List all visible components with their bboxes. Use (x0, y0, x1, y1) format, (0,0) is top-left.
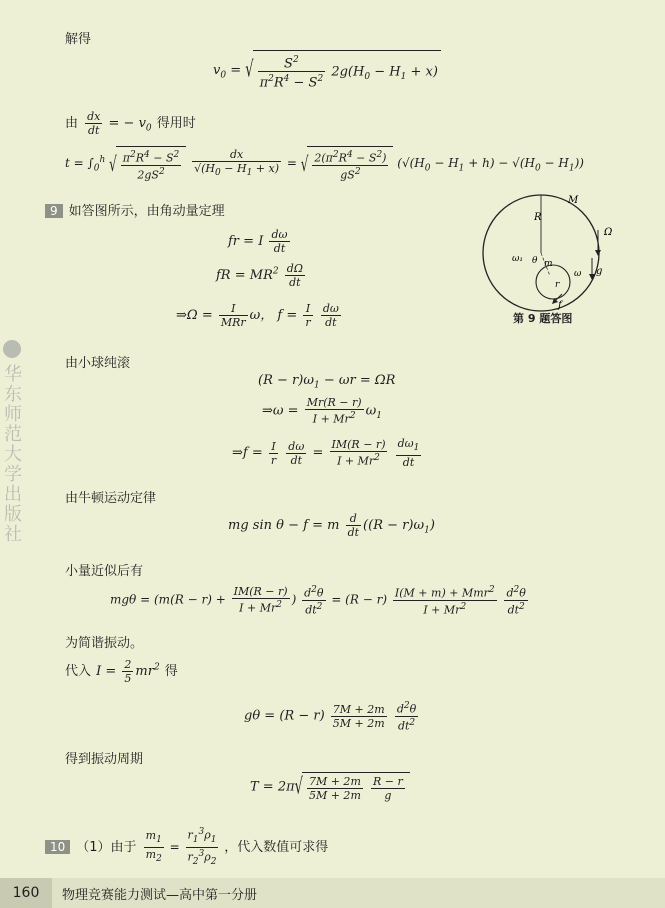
text-niudun: 由牛顿运动定律 (65, 491, 157, 506)
equation-omega: ⇒ω = $\frac{Mr(R - r)}{I + Mr^2}$ $\omega_1$ (262, 396, 382, 426)
text-jianxie: 为简谐振动。 (65, 636, 144, 651)
label-Omega: Ω (604, 227, 613, 238)
equation-time: $t = \int_0^h$ √ $\frac{\pi^2R^4 - S^2}{2gS^2}$ $\frac{dx}{√(H_0 - H_1 + x)}$ = √ $\frac{2(\pi^2R^4 - S^2)}{gS^2}$ $(√(H_0 - H_1 + h) - √(H_0 - H_1))$ (65, 147, 584, 182)
line-dxdt: 由 $\frac{dx}{dt}$ = − $v_0$ 得用时 (65, 110, 196, 137)
equation-newton: mg sin θ − f = m $\frac{d}{dt}$ $((R - r)\omega_1)$ (228, 512, 435, 539)
label-theta: θ (532, 256, 538, 266)
equation-period: T = 2π√ $\frac{7M + 2m}{5M + 2m}$ $\frac{R - r}{g}$ (250, 772, 410, 802)
label-R: R (534, 212, 542, 223)
q10-heading: 10 （1）由于 $\frac{m_1}{m_2}$ = $\frac{r_1^3\rho_1}{r_2^3\rho_2}$ ，代入数值可求得 (45, 826, 328, 869)
publisher-name: 华东师范大学出版社 (4, 364, 22, 545)
label-m: m (544, 259, 553, 269)
figure-caption: 第 9 题答图 (513, 312, 573, 325)
text-jiede: 解得 (65, 32, 92, 47)
page-number: 160 (0, 878, 52, 908)
text-xiaoliang: 小量近似后有 (65, 564, 144, 579)
q10-number: 10 (45, 840, 70, 854)
label-f: f (558, 300, 562, 311)
text-you: 由 (65, 116, 79, 131)
equation-v0: $v_0$ = √ $\frac{S^2}{\pi^2R^4 - S^2}$ $2g(H_0 - H_1 + x)$ (213, 50, 441, 91)
q10-rest: ，代入数值可求得 (224, 839, 329, 855)
text-xiaoqiu: 由小球纯滚 (65, 356, 131, 371)
label-g: g (596, 266, 603, 277)
equation-approx: mgθ = (m(R − r) + $\frac{IM(R - r)}{I + Mr^2}$ ) $\frac{d^2\theta}{dt^2}$ = (R − r) $\frac{I(M + m) + Mmr^2}{I + Mr^2}$ $\frac{d^2\theta}{dt^2}$ (110, 585, 526, 617)
label-r: r (555, 280, 560, 290)
equation-shm: gθ = (R − r) $\frac{7M + 2m}{5M + 2m}$ $\frac{d^2\theta}{dt^2}$ (244, 701, 417, 733)
text-dairu: 代入 (65, 664, 92, 679)
label-omega1: ω₁ (512, 254, 523, 264)
q9-number: 9 (45, 204, 63, 218)
q10-intro: （1）由于 (76, 839, 137, 855)
text-de: 得 (164, 664, 178, 679)
equation-rolling: $(R - r)\omega_1 - \omega r = \Omega R$ (258, 373, 396, 391)
equation-omega-big: ⇒Ω = $\frac{I}{\text{MRr}}$ ω， f = $\frac{I}{r}$ $\frac{d\omega}{dt}$ (176, 302, 339, 329)
line-dairu: 代入 I = $\frac{2}{5}$ $mr^2$ 得 (65, 658, 178, 685)
equation-fr: fr = I $\frac{d\omega}{dt}$ (228, 228, 288, 255)
label-omega: ω (574, 269, 582, 279)
q9-intro: 如答图所示，由角动量定理 (68, 204, 225, 219)
publisher-logo-icon (3, 340, 21, 358)
equation-fR: fR = $MR^2$ $\frac{d\Omega}{dt}$ (216, 262, 303, 289)
Omega-arrow-head (595, 250, 601, 256)
text-deyongshi: 得用时 (156, 116, 196, 131)
small-ball (536, 265, 570, 299)
text-dedao: 得到振动周期 (65, 752, 144, 767)
label-M: M (568, 195, 579, 206)
book-title: 物理竞赛能力测试—高中第一分册 (62, 888, 258, 903)
q9-heading (45, 200, 225, 219)
equation-f: ⇒f = $\frac{I}{r}$ $\frac{d\omega}{dt}$ = $\frac{IM(R - r)}{I + Mr^2}$ $\frac{d\omega_1}{dt}$ (232, 437, 420, 470)
